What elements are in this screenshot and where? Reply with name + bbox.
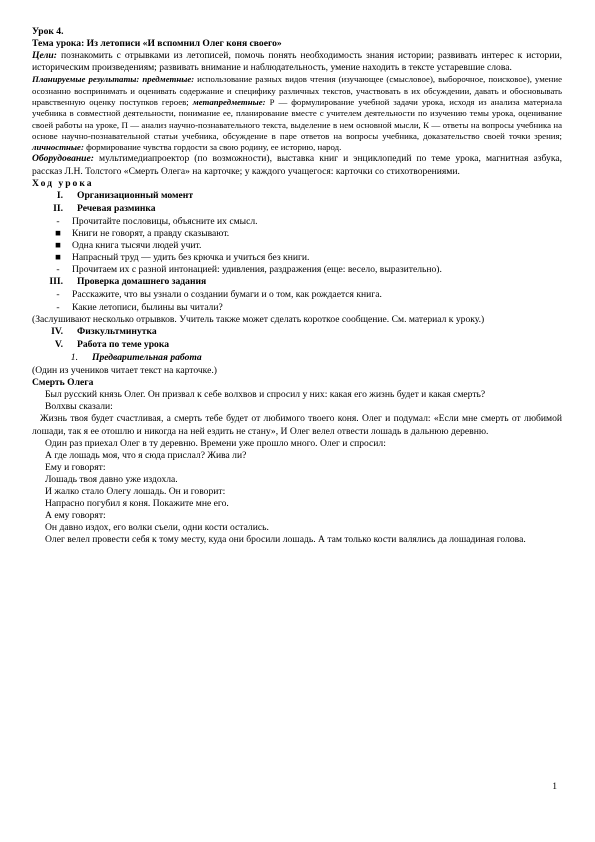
meta-label: метапредметные: (192, 96, 266, 107)
list-item: ■ Напрасный труд — удить без крючка и учиться без книги. (32, 252, 562, 264)
story-paragraph: А ему говорят: (45, 510, 106, 522)
page-number: 1 (552, 781, 557, 792)
list-item: - Прочитайте пословицы, объясните их смысл. (32, 216, 562, 228)
section-title: Проверка домашнего задания (77, 276, 207, 288)
section-number: I. (56, 189, 63, 201)
section-number: IV. (51, 325, 63, 337)
story-paragraph: А где лошадь моя, что я сюда прислал? Жива ли? (45, 449, 247, 461)
section-number: V. (54, 338, 63, 350)
story-paragraph: Был русский князь Олег. Он призвал к себе волхвов и спросил у них: какая его жизнь будет и какая смерть? (45, 389, 486, 401)
subsection-number: 1. (70, 351, 78, 363)
list-item: - Какие летописи, былины вы читали? (32, 302, 562, 314)
story-paragraph: Лошадь твоя давно уже издохла. (45, 473, 178, 485)
topic-label: Тема урока: (32, 38, 85, 50)
course-heading: Ход урока (32, 177, 94, 189)
section-organizational (32, 190, 562, 202)
story-paragraph: Один раз приехал Олег в ту деревню. Времени уже прошло много. Олег и спросил: (45, 437, 386, 449)
planned-label: Планируемые результаты: предметные: (32, 74, 195, 85)
lesson-goals (32, 50, 562, 74)
section-title: Речевая разминка (77, 202, 156, 214)
planned-results (32, 74, 562, 153)
equipment-text: мультимедиапроектор (по возможности), выставка книг и энциклопедий по теме урока, магнитная азбука, рассказ Л.Н. Толстого «Смерть Олега» на карточке; у каждого учащегося: карточки со стихотворениями. (32, 153, 562, 177)
bullet-marker: ■ (55, 240, 61, 252)
story-paragraph: Волхвы сказали: (45, 401, 113, 413)
section-number: II. (53, 202, 63, 214)
list-item: ■ Книги не говорят, а правду сказывают. (32, 228, 562, 240)
story-paragraph: И жалко стало Олегу лошадь. Он и говорит: (45, 485, 226, 497)
list-item: - Расскажите, что вы узнали о создании бумаги и о том, как рождается книга. (32, 289, 562, 301)
section-title: Физкультминутка (77, 325, 157, 337)
equipment (32, 153, 562, 177)
dash-marker: - (56, 301, 60, 313)
bullet-marker: ■ (55, 228, 61, 240)
story-paragraph: Напрасно погубил я коня. Покажите мне его. (45, 498, 229, 510)
goals-text: познакомить с отрывками из летописей, помочь понять необходимость знания истории; развивать интерес к истории, историческим произведениям; развивать внимание и наблюдательность, умение находить в тексте устаревшие слова. (32, 50, 562, 74)
story-paragraph: Он давно издох, его волки съели, одни кости остались. (45, 522, 269, 534)
subsection-title: Предварительная работа (92, 351, 202, 363)
section-topic-work (32, 339, 562, 351)
section-title: Организационный момент (77, 189, 194, 201)
story-paragraph: Олег велел провести себя к тому месту, куда они бросили лошадь. А там только кости валялись да лошадиная голова. (45, 534, 526, 546)
personal-text: формирование чувства гордости за свою родину, ее историю, народ. (86, 142, 342, 153)
list-item: ■ Одна книга тысячи людей учит. (32, 240, 562, 252)
list-item: - Прочитаем их с разной интонацией: удивления, раздражения (еще: весело, выразительно). (32, 264, 562, 276)
lesson-topic (32, 38, 562, 50)
dash-marker: - (56, 289, 60, 301)
story-paragraph: Жизнь твоя будет счастливая, а смерть тебе будет от любимого твоего коня. Олег и подумал: «Если мне смерть от любимой лошади, так я ее отошлю и никогда на ней ездить не стану», И Олег велел отвести лошадь в дальнюю деревню. (32, 413, 562, 437)
document-page (32, 26, 562, 546)
section-homework-check (32, 276, 562, 288)
story-title: Смерть Олега (32, 377, 94, 389)
topic-text: Из летописи «И вспомнил Олег коня своего» (86, 38, 282, 50)
subsection-preliminary (32, 352, 562, 364)
section-title: Работа по теме урока (77, 338, 170, 350)
section-speech-warmup (32, 203, 562, 215)
personal-label: личностные: (32, 142, 84, 153)
dash-marker: - (56, 215, 60, 227)
goals-label: Цели: (32, 50, 57, 62)
section-number: III. (49, 276, 63, 288)
dash-marker: - (56, 264, 60, 276)
reading-note: (Один из учеников читает текст на карточке.) (32, 365, 217, 377)
bullet-marker: ■ (55, 252, 61, 264)
meta-text: Р — формулирование учебной задачи урока, исходя из анализа материала учебника в совместной деятельности, понимание ее, планирование вместе с учителем деятельности по изучению темы урока, оценивание своей работы на уроке, П — анализ научно-познавательного текста, выделение в нем основной мысли, К — ответы на вопросы учебника на основе научно-познавательной статьи учебника, обсуждение в паре ответов на вопросы учебника, доказательство своей точки зрения; (32, 96, 562, 141)
story-paragraph: Ему и говорят: (45, 461, 106, 473)
lesson-number: Урок 4. (32, 26, 64, 37)
equipment-label: Оборудование: (32, 153, 94, 165)
homework-note: (Заслушивают несколько отрывков. Учитель также может сделать короткое сообщение. См. материал к уроку.) (32, 313, 485, 325)
section-physical-break (32, 326, 562, 338)
planned-text: использование разных видов чтения (изучающее (смысловое), выборочное, поисковое), умение осознанно воспринимать и оценивать содержание и специфику различных текстов, участвовать в их обсуждении, давать и обосновывать нравственную оценку поступков героев; (32, 74, 562, 107)
